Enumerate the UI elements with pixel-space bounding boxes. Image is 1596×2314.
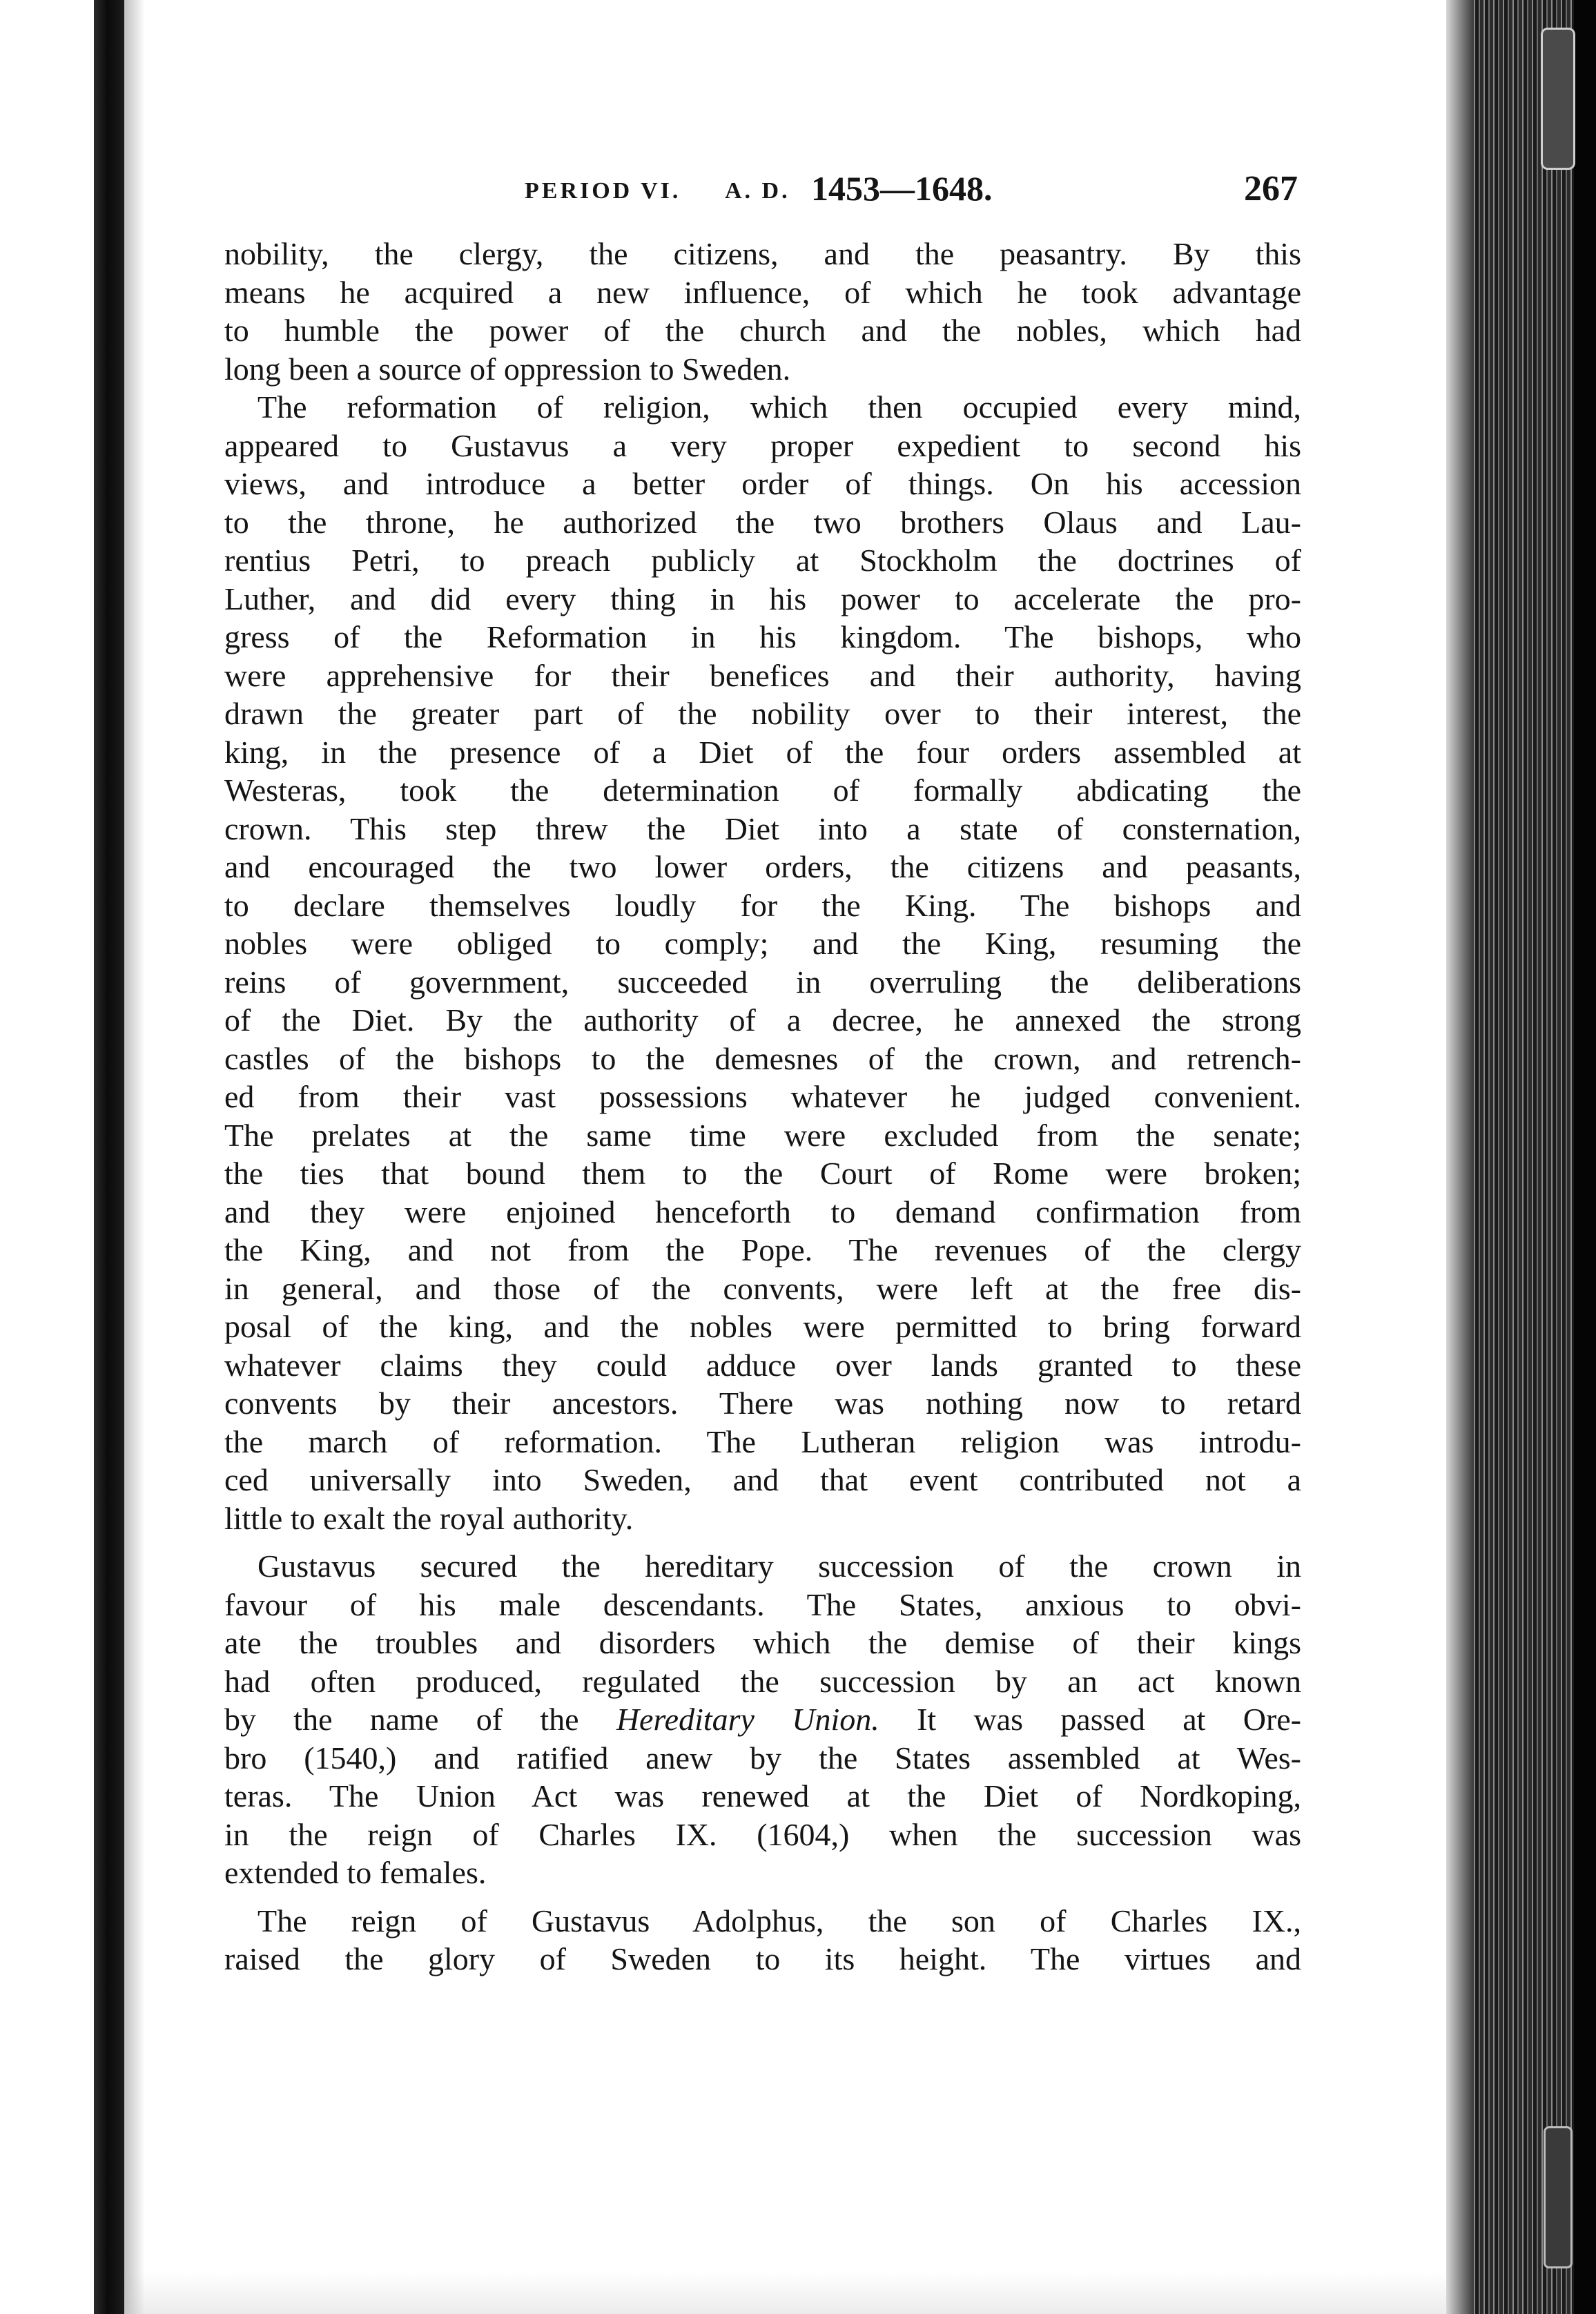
text-fragment: by the name of the — [224, 1702, 616, 1737]
book-gutter — [94, 0, 124, 2314]
text-line: gress of the Reformation in his kingdom. The bishops, who — [224, 619, 1301, 654]
text-line: bro (1540,) and ratified anew by the States assembled at Wes- — [224, 1740, 1301, 1776]
text-line: Westeras, took the determination of formally abdicating the — [224, 772, 1301, 808]
text-line: castles of the bishops to the demesnes of the crown, and retrench- — [224, 1040, 1301, 1076]
text-line: to the throne, he authorized the two brothers Olaus and Lau- — [224, 504, 1301, 540]
text-line: long been a source of oppression to Sweden. — [224, 351, 791, 387]
facing-page-edge — [0, 0, 104, 2314]
text-line: whatever claims they could adduce over lands granted to these — [224, 1347, 1301, 1383]
gutter-shadow — [124, 0, 145, 2314]
text-line: were apprehensive for their benefices and their authority, having — [224, 657, 1301, 693]
text-line: reins of government, succeeded in overruling the deliberations — [224, 964, 1301, 1000]
fore-edge-outer-shade — [1574, 0, 1596, 2314]
running-head-period: PERIOD VI. — [525, 178, 681, 204]
text-line: the ties that bound them to the Court of Rome were broken; — [224, 1156, 1301, 1191]
text-line: the King, and not from the Pope. The revenues of the clergy — [224, 1232, 1301, 1267]
paragraph — [224, 1547, 1301, 1892]
text-line: Gustavus secured the hereditary succession of the crown in — [257, 1548, 1301, 1584]
text-line: rentius Petri, to preach publicly at Stockholm the doctrines of — [224, 543, 1301, 578]
paragraph — [224, 388, 1301, 1537]
text-line: The reign of Gustavus Adolphus, the son of Charles IX., — [257, 1903, 1301, 1938]
text-line: in general, and those of the convents, were left at the free dis- — [224, 1270, 1301, 1306]
running-head-ad: A. D. — [725, 178, 790, 204]
text-line: means he acquired a new influence, of which he took advantage — [224, 274, 1301, 310]
body-text — [224, 235, 1301, 1978]
running-head-years: 1453—1648. — [811, 169, 993, 208]
text-line: of the Diet. By the authority of a decree, he annexed the strong — [224, 1002, 1301, 1038]
text-line: nobility, the clergy, the citizens, and the peasantry. By this — [224, 236, 1301, 271]
text-line: The prelates at the same time were excluded from the senate; — [224, 1117, 1301, 1153]
text-line: nobles were obliged to comply; and the King, resuming the — [224, 926, 1301, 961]
text-line: and they were enjoined henceforth to demand confirmation from — [224, 1194, 1301, 1229]
text-line: had often produced, regulated the succession by an act known — [224, 1663, 1301, 1699]
text-line: views, and introduce a better order of things. On his accession — [224, 466, 1301, 501]
text-line: drawn the greater part of the nobility over to their interest, the — [224, 696, 1301, 731]
text-line: The reformation of religion, which then occupied every mind, — [257, 389, 1301, 425]
text-fragment: It was passed at Ore- — [879, 1702, 1302, 1737]
text-line: appeared to Gustavus a very proper expedient to second his — [224, 427, 1301, 463]
italic-term: Hereditary Union. — [616, 1702, 879, 1737]
text-line: ed from their vast possessions whatever he judged convenient. — [224, 1079, 1301, 1114]
clasp-ornament-top — [1541, 28, 1575, 170]
text-line: raised the glory of Sweden to its height. The virtues and — [224, 1941, 1301, 1976]
running-head — [525, 166, 1298, 221]
text-line: ate the troubles and disorders which the demise of their kings — [224, 1625, 1301, 1660]
page-bottom-shade — [124, 2271, 1446, 2314]
text-line: in the reign of Charles IX. (1604,) when the succession was — [224, 1816, 1301, 1852]
clasp-ornament-bottom — [1544, 2126, 1573, 2268]
text-line: to humble the power of the church and the nobles, which had — [224, 313, 1301, 348]
paragraph — [224, 1902, 1301, 1978]
text-line: extended to females. — [224, 1855, 487, 1890]
text-line: king, in the presence of a Diet of the four orders assembled at — [224, 734, 1301, 770]
text-line-with-italic — [224, 1700, 1301, 1739]
text-line: to declare themselves loudly for the King. The bishops and — [224, 887, 1301, 923]
fore-edge-inner-shade — [1446, 0, 1474, 2314]
paragraph — [224, 235, 1301, 388]
text-line: Luther, and did every thing in his power to accelerate the pro- — [224, 581, 1301, 616]
text-line: favour of his male descendants. The States, anxious to obvi- — [224, 1586, 1301, 1622]
text-line: little to exalt the royal authority. — [224, 1500, 634, 1536]
text-line: crown. This step threw the Diet into a state of consternation, — [224, 810, 1301, 846]
text-line: posal of the king, and the nobles were permitted to bring forward — [224, 1309, 1301, 1344]
text-line: ced universally into Sweden, and that event contributed not a — [224, 1462, 1301, 1497]
text-line: convents by their ancestors. There was nothing now to retard — [224, 1386, 1301, 1421]
page-number: 267 — [1244, 169, 1298, 208]
text-line: the march of reformation. The Lutheran religion was introdu- — [224, 1423, 1301, 1459]
text-line: and encouraged the two lower orders, the citizens and peasants, — [224, 849, 1301, 884]
text-line: teras. The Union Act was renewed at the Diet of Nordkoping, — [224, 1778, 1301, 1814]
